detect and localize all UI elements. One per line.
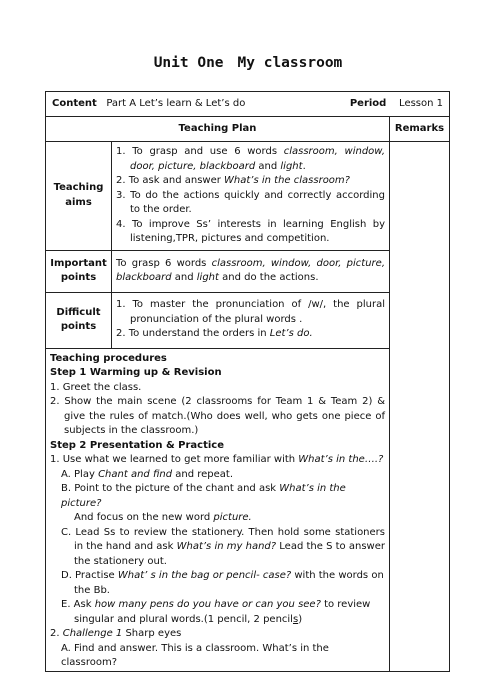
a-end: and repeat. [172,468,234,480]
aim-item-4: 4. To improve Ss’ interests in learning English by listening,TPR, pictures and competition. [116,218,385,244]
aim-1-words: classroom, window, door, picture, blackboard [130,146,385,172]
aim-item-3: 3. To do the actions quickly and correctly according to the order. [116,189,385,215]
remarks-header: Remarks [390,117,450,142]
remarks-cell [390,142,450,672]
important-points-cell [112,250,390,292]
aim-2-question: What’s in the classroom? [224,175,350,186]
difficult-points-label: Difficult points [46,292,112,348]
period-field [350,97,449,112]
e-review: to review [320,599,371,610]
c-question: What’s in my hand? [176,541,277,552]
a-text: A. Play [61,468,99,480]
important-end: and do the actions. [218,272,319,283]
important-points-label: Important points [46,250,112,292]
lesson-plan-table [45,91,450,672]
header-row [46,92,450,117]
aim-1-light: light [280,160,303,172]
aim-1-and: and [255,160,281,172]
important-text: To grasp 6 words [116,257,212,269]
c-text: C. Lead Ss to review the stationery. Then hold some stationers in the hand and ask [61,526,385,552]
s2-1-text: 1. Use what we learned to get more familiar with [50,454,299,465]
step-1-item-1: 1. Greet the class. [50,381,142,393]
b-text: B. Point to the picture of the chant and ask [61,483,280,494]
s2-1-question: What’s in the….? [298,454,384,465]
e-close: ) [298,613,303,625]
aim-2-text: 2. To ask and answer [116,175,225,186]
d-end: with the words on the Bb. [74,570,384,596]
important-and: and [171,272,197,283]
teaching-plan-header: Teaching Plan [46,117,390,142]
period-label: Period [349,97,387,109]
e-question: how many pens do you have or can you see? [94,599,321,610]
b-word: picture. [213,512,252,523]
e-singular: singular and plural words.(1 pencil, 2 pencil [74,613,293,625]
e-plural-s: s [292,613,299,625]
important-light: light [196,272,219,283]
teaching-aims-row [46,142,450,251]
title-topic: My classroom [237,55,343,71]
aim-item-1 [116,145,385,174]
period-value: Lesson 1 [399,97,444,109]
procedures-heading: Teaching procedures [50,352,167,364]
step-2-item-1 [50,453,385,468]
sub-item-c [50,526,385,570]
c-end: Lead the S to answer the stationery out. [74,541,385,567]
content-label: Content [52,97,97,109]
page-title [0,55,496,71]
step-2-heading: Step 2 Presentation & Practice [50,439,225,451]
header-cell [46,92,450,117]
procedures-cell [46,348,390,671]
sub-item-a2: A. Find and answer. This is a classroom. What’s in the classroom? [61,642,329,668]
step-1-heading: Step 1 Warming up & Revision [50,367,222,378]
aim-item-2 [116,174,385,189]
difficult-points-row [46,292,450,348]
teaching-aims-cell [112,142,390,251]
step-1-item-2: 2. Show the main scene (2 classrooms for Team 1 & Team 2) & give the rules of match.(Who does well, who gets one piece of subjects in the classroom.) [50,396,385,436]
difficult-2-text: 2. To understand the orders in [116,328,270,340]
s2-2-num: 2. [50,628,63,639]
sub-item-b-cont [50,511,385,526]
b-focus: And focus on the new word [74,512,214,523]
sub-item-e [50,598,385,613]
procedures-row [46,348,450,671]
step-2-item-2 [50,627,385,642]
d-question: What’ s in the bag or pencil- case? [117,570,292,581]
content-field [46,97,245,112]
teaching-aims-label: Teaching aims [46,142,112,251]
e-text: E. Ask [61,599,95,610]
difficult-2-lets-do: Let’s do. [269,328,313,340]
a-chant: Chant and find [98,468,173,480]
title-unit: Unit One [153,55,224,71]
difficult-item-2 [116,327,385,342]
d-text: D. Practise [61,570,118,581]
b-question: What’s in the picture? [61,483,346,509]
difficult-item-1: 1. To master the pronunciation of /w/, the plural pronunciation of the plural words . [116,299,385,325]
aim-1-end: . [302,160,306,172]
s2-2-challenge: Challenge 1 [62,628,123,639]
plan-header-row [46,117,450,142]
sub-item-b [50,482,385,511]
content-value: Part A Let’s learn & Let’s do [106,97,246,109]
sub-item-d [50,569,385,598]
aim-1-text: 1. To grasp and use 6 words [116,146,284,157]
difficult-points-cell [112,292,390,348]
s2-2-sharp-eyes: Sharp eyes [122,628,182,639]
important-words: classroom, window, door, picture, blackboard [116,257,385,283]
sub-item-e-cont [50,613,385,628]
sub-item-a [50,468,385,483]
important-points-row [46,250,450,292]
